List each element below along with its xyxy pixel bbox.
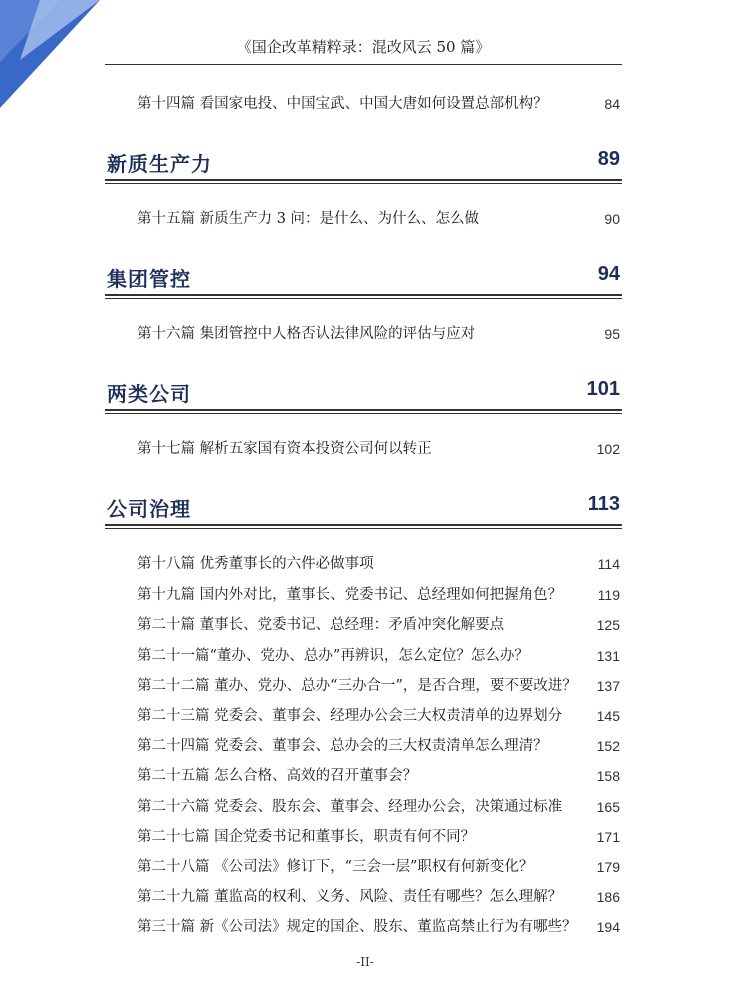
toc-entry-title: 第十八篇 优秀董事长的六件必做事项: [137, 556, 374, 572]
toc-entry-title: 第二十三篇 党委会、董事会、经理办公会三大权责清单的边界划分: [137, 708, 563, 724]
toc-entry-title: 第二十二篇 董办、党办、总办“三办合一”，是否合理，要不要改进？: [137, 678, 577, 694]
toc-entry[interactable]: [137, 323, 620, 345]
toc-entry-page: 131: [595, 645, 620, 667]
toc-entry-title: 第二十九篇 董监高的权利、义务、风险、责任有哪些？怎么理解？: [137, 889, 563, 905]
section-rule: [105, 528, 622, 529]
toc-entry-page: 145: [595, 705, 620, 727]
toc-entry-title: 第二十六篇 党委会、股东会、董事会、经理办公会，决策通过标准: [137, 799, 563, 815]
toc-entry[interactable]: [137, 705, 620, 727]
toc-section-heading[interactable]: [105, 261, 622, 295]
toc-entry-title: 第三十篇 新《公司法》规定的国企、股东、董监高禁止行为有哪些？: [137, 919, 577, 935]
toc-entry[interactable]: [137, 765, 620, 787]
section-page: 113: [587, 493, 620, 515]
toc-entry[interactable]: [137, 645, 620, 667]
toc-section-heading[interactable]: [105, 376, 622, 410]
toc-entry[interactable]: [137, 553, 620, 575]
toc-entry-page: 179: [595, 856, 620, 878]
toc-entry-title: 第二十八篇 《公司法》修订下，“三会一层”职权有何新变化？: [137, 859, 534, 875]
toc-entry[interactable]: [137, 93, 620, 115]
header-rule: [105, 64, 622, 65]
toc-entry[interactable]: [137, 826, 620, 848]
toc-entry-title: 第二十四篇 党委会、董事会、总办会的三大权责清单怎么理清？: [137, 738, 548, 754]
toc-section-heading[interactable]: [105, 146, 622, 180]
toc-entry-page: 125: [595, 614, 620, 636]
toc-section-heading[interactable]: [105, 491, 622, 525]
section-page: 89: [597, 148, 620, 170]
toc-entry-page: 171: [595, 826, 620, 848]
section-page: 101: [586, 378, 620, 400]
toc-entry[interactable]: [137, 796, 620, 818]
section-rule: [105, 298, 622, 299]
toc-entry-title: 第二十一篇“董办、党办、总办”再辨识，怎么定位？怎么办？: [137, 648, 529, 664]
page-number-footer: -II-: [356, 955, 374, 969]
toc-entry-title: 第二十七篇 国企党委书记和董事长，职责有何不同？: [137, 829, 476, 845]
toc-entry[interactable]: [137, 584, 620, 606]
toc-entry[interactable]: [137, 886, 620, 908]
toc-entry-page: 114: [596, 553, 620, 575]
section-rule: [105, 409, 622, 411]
toc-entry-page: 165: [595, 796, 620, 818]
toc-entry[interactable]: [137, 735, 620, 757]
toc-entry[interactable]: [137, 916, 620, 938]
toc-entry[interactable]: [137, 856, 620, 878]
toc-entry-page: 152: [595, 735, 620, 757]
toc-entry-title: 第十七篇 解析五家国有资本投资公司何以转正: [137, 441, 432, 457]
toc-entry[interactable]: [137, 675, 620, 697]
toc-entry-page: 137: [595, 675, 620, 697]
toc-entry-title: 第二十篇 董事长、党委书记、总经理：矛盾冲突化解要点: [137, 617, 505, 633]
section-rule: [105, 179, 622, 181]
toc-entry-page: 102: [595, 438, 620, 460]
section-rule: [105, 294, 622, 296]
toc-entry-page: 95: [602, 323, 620, 345]
section-page: 94: [597, 263, 620, 285]
section-title: 集团管控: [107, 267, 191, 291]
toc-entry-title: 第十四篇 看国家电投、中国宝武、中国大唐如何设置总部机构？: [137, 96, 548, 112]
toc-entry-title: 第十九篇 国内外对比，董事长、党委书记、总经理如何把握角色？: [137, 587, 563, 603]
toc-entry-title: 第十五篇 新质生产力 3 问：是什么、为什么、怎么做: [137, 211, 480, 227]
toc-entry-title: 第二十五篇 怎么合格、高效的召开董事会？: [137, 768, 418, 784]
section-rule: [105, 524, 622, 526]
toc-entry-title: 第十六篇 集团管控中人格否认法律风险的评估与应对: [137, 326, 476, 342]
toc-entry-page: 186: [595, 886, 620, 908]
section-title: 公司治理: [107, 497, 191, 521]
section-rule: [105, 413, 622, 414]
toc-entry[interactable]: [137, 438, 620, 460]
section-title: 新质生产力: [107, 152, 212, 176]
toc-entry-page: 119: [596, 584, 620, 606]
toc-entry-page: 84: [602, 93, 620, 115]
toc-entry-page: 194: [595, 916, 620, 938]
running-header: 《国企改革精粹录：混改风云 50 篇》: [236, 38, 491, 56]
toc-entry-page: 90: [602, 208, 620, 230]
section-rule: [105, 183, 622, 184]
section-title: 两类公司: [107, 382, 191, 406]
toc-entry-page: 158: [595, 765, 620, 787]
toc-entry[interactable]: [137, 614, 620, 636]
toc-entry[interactable]: [137, 208, 620, 230]
corner-decoration: [0, 0, 110, 110]
